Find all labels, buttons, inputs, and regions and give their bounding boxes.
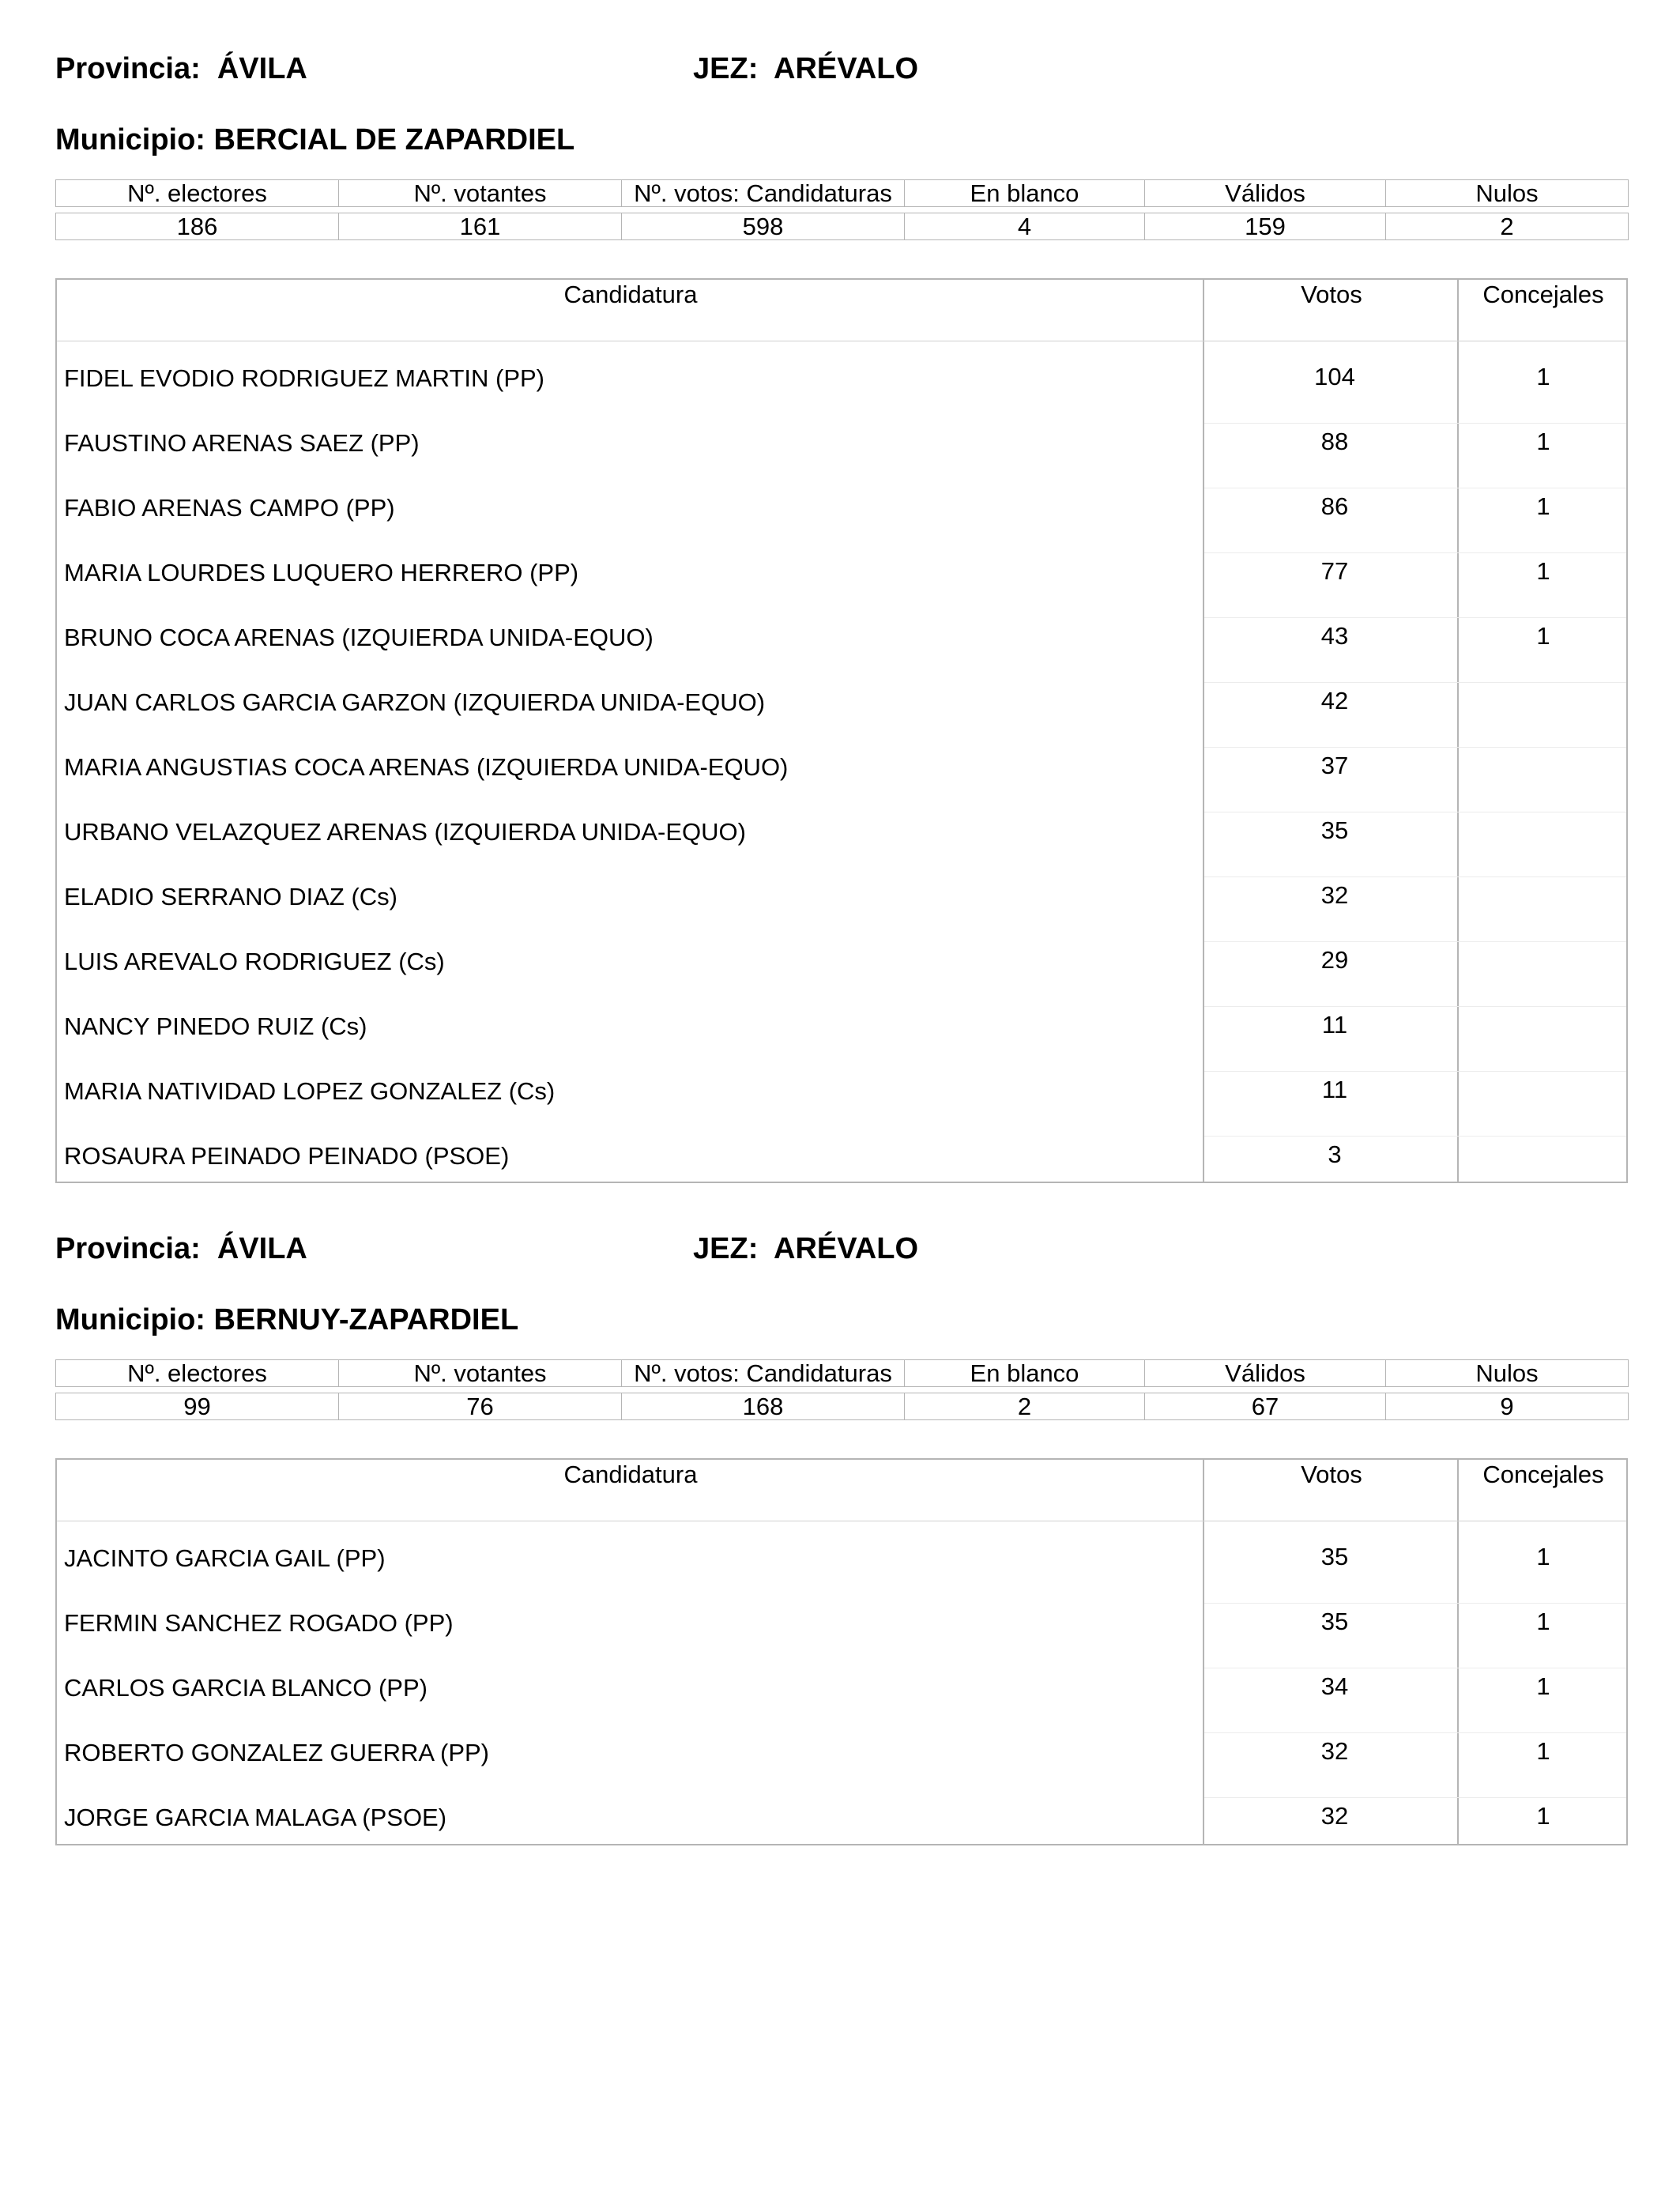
jez-label: JEZ: ARÉVALO (693, 52, 919, 85)
candidate-votos: 43 (1320, 622, 1349, 650)
candidate-votos: 32 (1320, 881, 1349, 909)
candidate-votos: 32 (1320, 1737, 1349, 1765)
summary-value-en-blanco: 4 (905, 213, 1145, 240)
candidate-row (57, 1137, 1626, 1201)
summary-value-electores: 99 (56, 1393, 339, 1420)
candidate-name: FAUSTINO ARENAS SAEZ (PP) (64, 429, 420, 457)
summary-header-electores: Nº. electores (56, 180, 339, 207)
candidate-votos: 3 (1328, 1140, 1342, 1168)
summary-header-votos-candidaturas: Nº. votos: Candidaturas (622, 1360, 905, 1387)
candidate-concejales: 1 (1536, 492, 1550, 520)
candidate-votos: 35 (1320, 1608, 1349, 1635)
candidate-row (57, 1604, 1626, 1668)
summary-header-validos: Válidos (1145, 1360, 1386, 1387)
candidate-row (57, 359, 1626, 424)
candidate-concejales: 1 (1536, 1608, 1550, 1635)
candidate-row (57, 424, 1626, 488)
candidates-body (57, 1539, 1626, 1863)
candidate-name: MARIA NATIVIDAD LOPEZ GONZALEZ (Cs) (64, 1077, 556, 1105)
candidates-table (55, 1458, 1628, 1845)
candidate-name: JACINTO GARCIA GAIL (PP) (64, 1544, 386, 1572)
candidate-votos: 104 (1314, 363, 1355, 390)
candidate-name: MARIA LOURDES LUQUERO HERRERO (PP) (64, 559, 579, 586)
candidate-name: FABIO ARENAS CAMPO (PP) (64, 494, 395, 522)
candidate-votos: 11 (1321, 1076, 1348, 1103)
summary-value-validos: 67 (1145, 1393, 1386, 1420)
candidate-name: JORGE GARCIA MALAGA (PSOE) (64, 1804, 447, 1831)
summary-header-en-blanco: En blanco (905, 180, 1145, 207)
candidates-header-row (57, 280, 1626, 341)
candidate-name: JUAN CARLOS GARCIA GARZON (IZQUIERDA UNIDA-EQUO) (64, 688, 766, 716)
candidate-row (57, 1539, 1626, 1604)
candidate-row (57, 877, 1626, 942)
candidate-name: ROSAURA PEINADO PEINADO (PSOE) (64, 1142, 510, 1170)
candidate-row (57, 618, 1626, 683)
candidate-name: ROBERTO GONZALEZ GUERRA (PP) (64, 1739, 490, 1766)
header-concejales: Concejales (1482, 1461, 1604, 1488)
candidate-row (57, 1007, 1626, 1072)
candidate-name: URBANO VELAZQUEZ ARENAS (IZQUIERDA UNIDA-EQUO) (64, 818, 746, 846)
candidate-row (57, 683, 1626, 748)
candidate-votos: 86 (1320, 492, 1349, 520)
candidate-votos: 35 (1320, 816, 1349, 844)
candidate-row (57, 488, 1626, 553)
candidate-row (57, 942, 1626, 1007)
header-votos: Votos (1301, 281, 1362, 308)
summary-value-validos: 159 (1145, 213, 1386, 240)
candidate-votos: 88 (1320, 428, 1349, 455)
candidate-row (57, 1668, 1626, 1733)
summary-value-row (56, 1393, 1629, 1420)
candidates-table (55, 278, 1628, 1183)
candidate-concejales: 1 (1536, 622, 1550, 650)
summary-value-votos-candidaturas: 598 (622, 213, 905, 240)
candidate-name: CARLOS GARCIA BLANCO (PP) (64, 1674, 428, 1702)
municipio-title: Municipio: BERNUY-ZAPARDIEL (55, 1303, 519, 1336)
candidate-row (57, 1072, 1626, 1137)
jez-label: JEZ: ARÉVALO (693, 1232, 919, 1265)
summary-header-nulos: Nulos (1386, 1360, 1629, 1387)
candidate-row (57, 553, 1626, 618)
summary-header-votantes: Nº. votantes (339, 180, 622, 207)
provincia-label: Provincia: ÁVILA (55, 52, 307, 85)
candidate-concejales: 1 (1536, 428, 1550, 455)
summary-value-votantes: 76 (339, 1393, 622, 1420)
candidate-concejales: 1 (1536, 557, 1550, 585)
municipio-title: Municipio: BERCIAL DE ZAPARDIEL (55, 123, 575, 156)
header-votos: Votos (1301, 1461, 1362, 1488)
candidate-votos: 11 (1321, 1011, 1348, 1039)
candidate-row (57, 748, 1626, 812)
summary-value-nulos: 2 (1386, 213, 1629, 240)
candidate-row (57, 812, 1626, 877)
header-line (55, 1229, 1628, 1269)
candidate-name: BRUNO COCA ARENAS (IZQUIERDA UNIDA-EQUO) (64, 624, 654, 651)
candidate-votos: 77 (1320, 557, 1349, 585)
header-concejales: Concejales (1482, 281, 1604, 308)
candidate-name: FERMIN SANCHEZ ROGADO (PP) (64, 1609, 454, 1637)
summary-header-votos-candidaturas: Nº. votos: Candidaturas (622, 180, 905, 207)
candidate-name: ELADIO SERRANO DIAZ (Cs) (64, 883, 397, 910)
summary-header-row (56, 1360, 1629, 1387)
candidate-votos: 37 (1320, 752, 1349, 779)
candidates-body (57, 359, 1626, 1201)
summary-header-nulos: Nulos (1386, 180, 1629, 207)
summary-table (55, 179, 1629, 240)
provincia-label: Provincia: ÁVILA (55, 1232, 307, 1265)
candidate-votos: 34 (1320, 1672, 1349, 1700)
summary-header-en-blanco: En blanco (905, 1360, 1145, 1387)
summary-header-validos: Válidos (1145, 180, 1386, 207)
candidate-name: NANCY PINEDO RUIZ (Cs) (64, 1012, 367, 1040)
header-candidatura: Candidatura (563, 281, 698, 308)
summary-value-en-blanco: 2 (905, 1393, 1145, 1420)
candidate-name: FIDEL EVODIO RODRIGUEZ MARTIN (PP) (64, 364, 544, 392)
candidate-row (57, 1733, 1626, 1798)
summary-header-votantes: Nº. votantes (339, 1360, 622, 1387)
candidate-votos: 42 (1320, 687, 1349, 714)
summary-value-electores: 186 (56, 213, 339, 240)
candidate-row (57, 1798, 1626, 1863)
summary-value-votos-candidaturas: 168 (622, 1393, 905, 1420)
summary-value-row (56, 213, 1629, 240)
candidates-header-row (57, 1460, 1626, 1521)
summary-header-electores: Nº. electores (56, 1360, 339, 1387)
candidate-concejales: 1 (1536, 1802, 1550, 1830)
summary-table (55, 1359, 1629, 1420)
candidate-votos: 32 (1320, 1802, 1349, 1830)
candidate-concejales: 1 (1536, 1672, 1550, 1700)
summary-header-row (56, 180, 1629, 207)
summary-value-nulos: 9 (1386, 1393, 1629, 1420)
candidate-name: MARIA ANGUSTIAS COCA ARENAS (IZQUIERDA UNIDA-EQUO) (64, 753, 789, 781)
candidate-concejales: 1 (1536, 1737, 1550, 1765)
candidate-name: LUIS AREVALO RODRIGUEZ (Cs) (64, 948, 445, 975)
summary-value-votantes: 161 (339, 213, 622, 240)
candidate-votos: 35 (1320, 1543, 1349, 1570)
header-line (55, 49, 1628, 89)
candidate-concejales: 1 (1536, 363, 1550, 390)
candidate-votos: 29 (1320, 946, 1349, 974)
header-candidatura: Candidatura (563, 1461, 698, 1488)
candidate-concejales: 1 (1536, 1543, 1550, 1570)
